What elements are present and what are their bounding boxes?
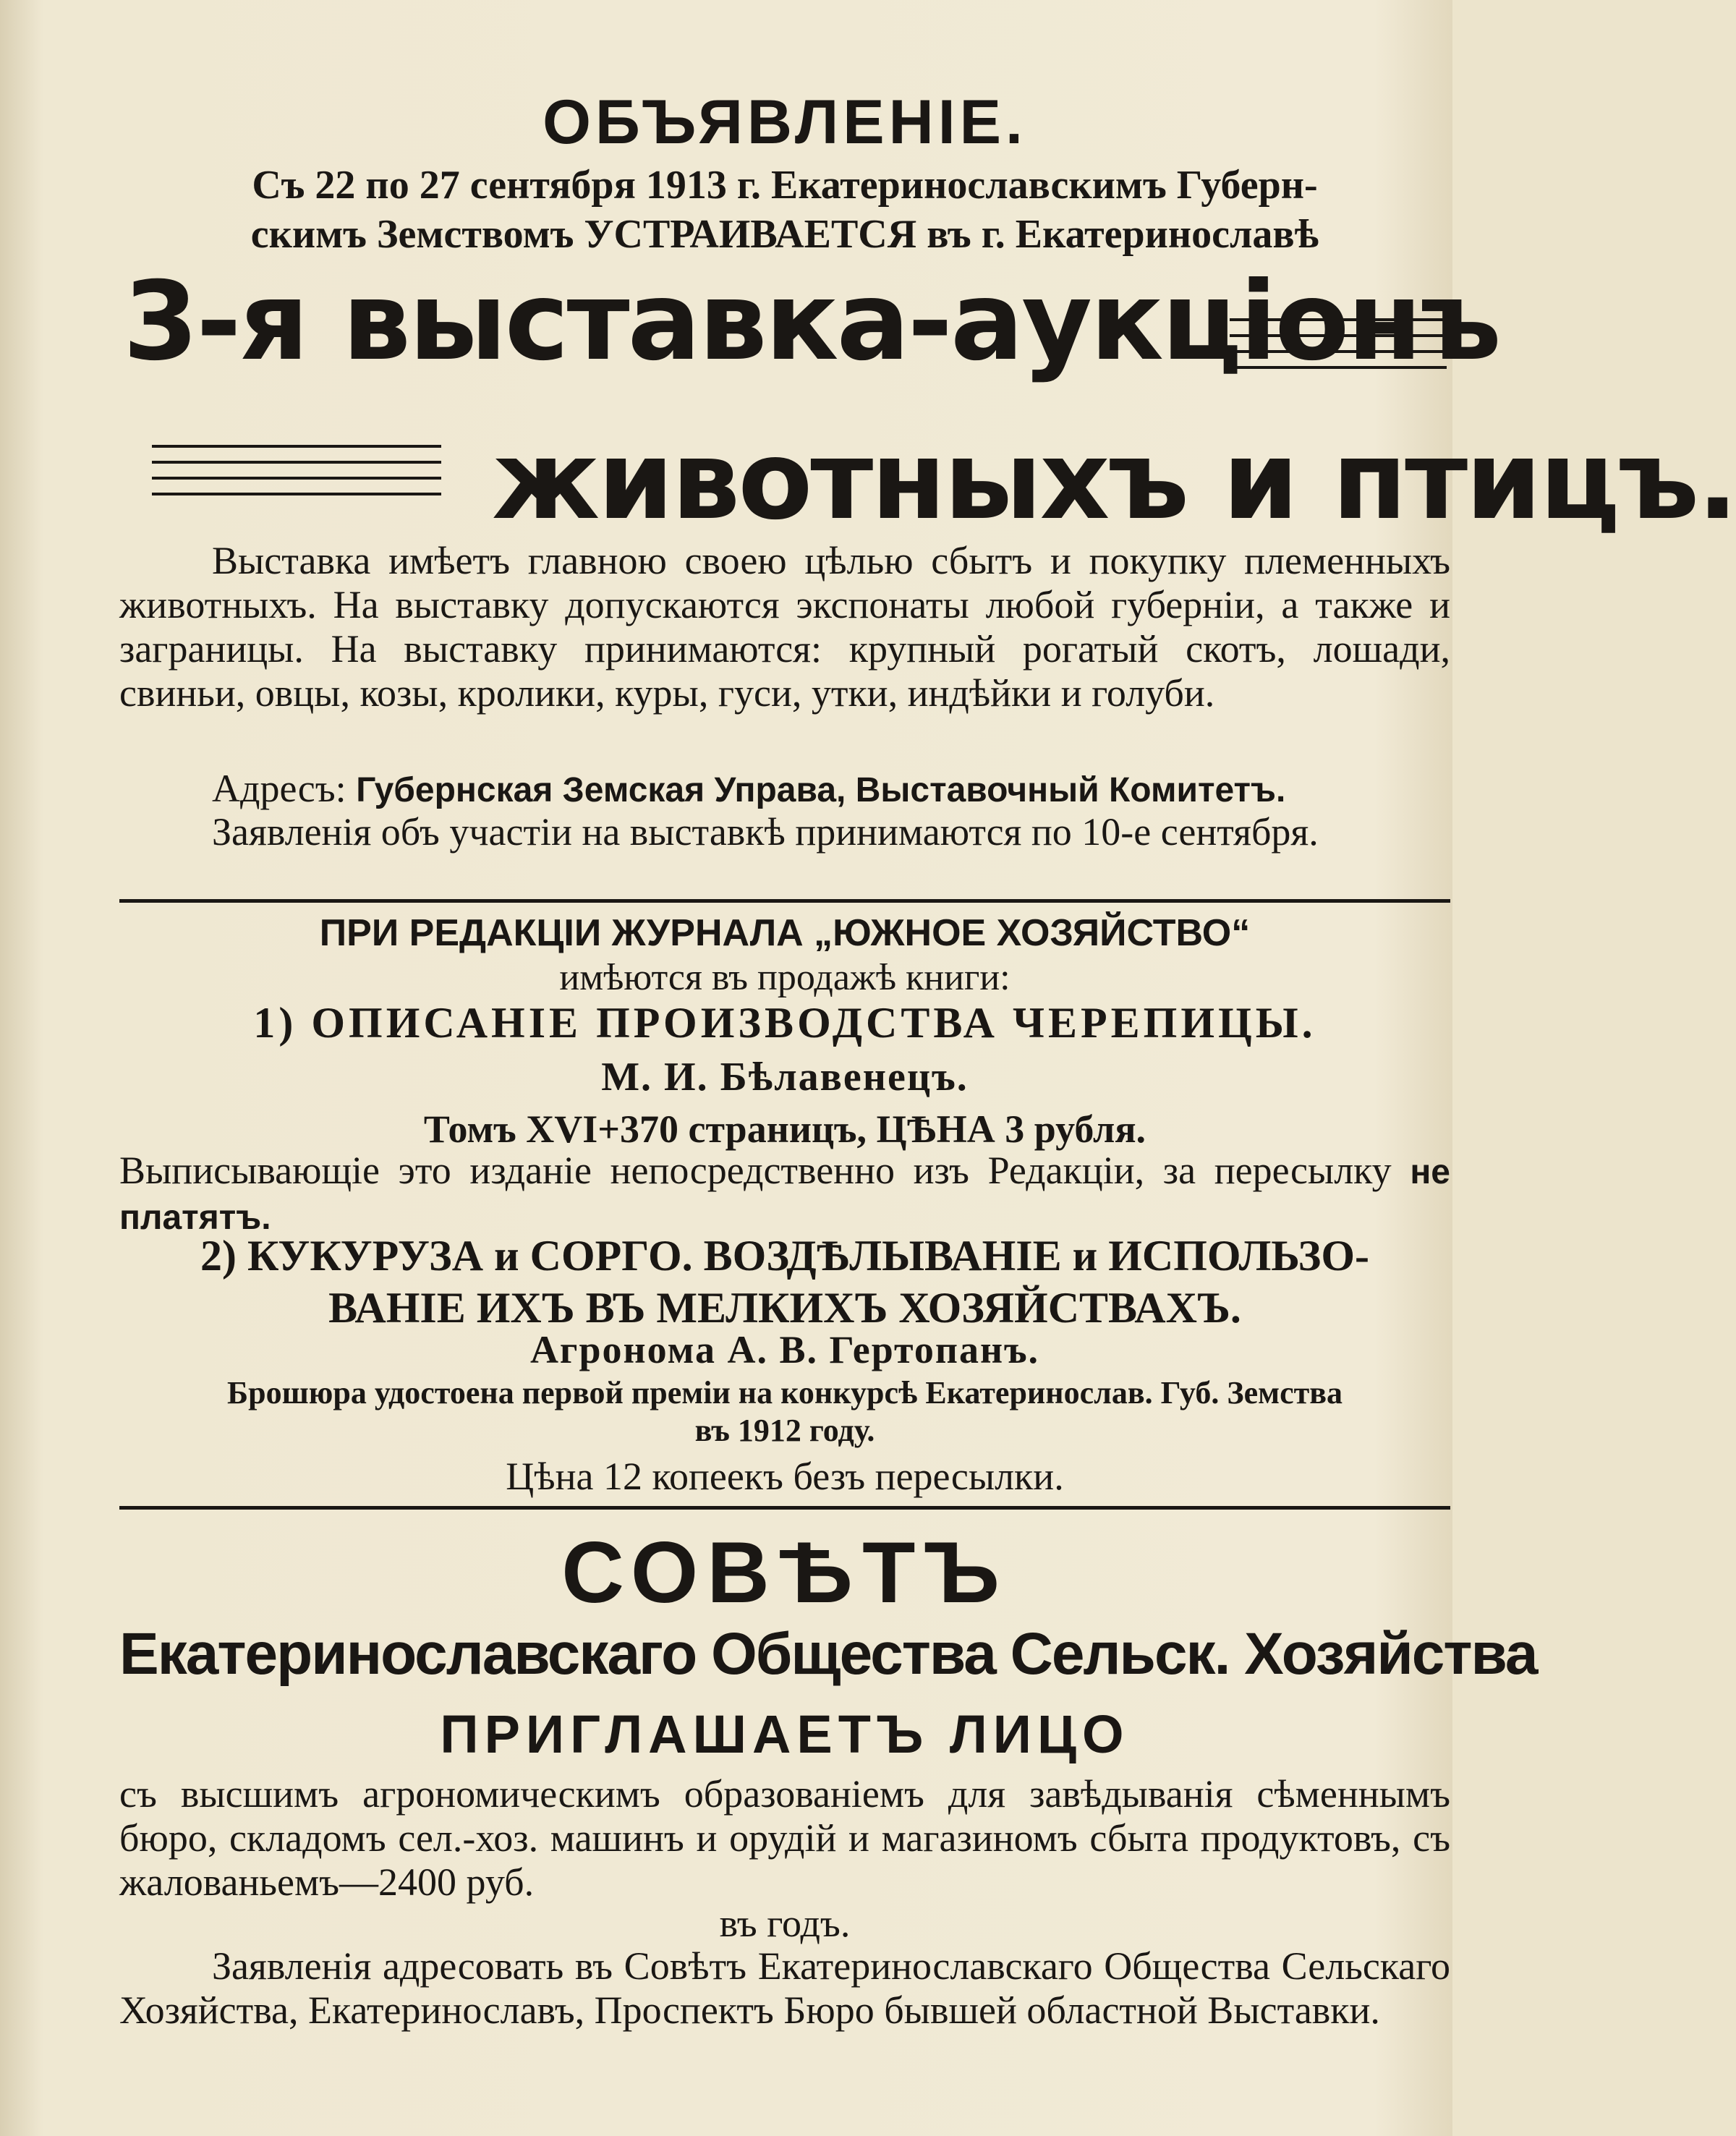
divider-2 [119, 1506, 1450, 1510]
ad3-organization: Екатеринославскаго Общества Сельск. Хозяйства [119, 1621, 1537, 1687]
ad2-heading: ПРИ РЕДАКЦIИ ЖУРНАЛА „ЮЖНОЕ ХОЗЯЙСТВО“ [319, 912, 1251, 954]
ad1-intro-line1: Съ 22 по 27 сентября 1913 г. Екатеринославскимъ Губерн- [252, 163, 1318, 208]
book2-title-line1: 2) КУКУРУЗА и СОРГО. ВОЗДѢЛЫВАНIЕ и ИСПОЛЬЗО- [200, 1232, 1369, 1280]
book1-note-text: Выписывающiе это изданiе непосредственно изъ Редакцiи, за пересылку [119, 1149, 1392, 1192]
book1-author: М. И. Бѣлавенецъ. [601, 1055, 969, 1099]
ad1-big-title-line2: животныхъ и птицъ. [492, 418, 1736, 544]
ad1-address-label: Адресъ: [212, 767, 346, 810]
ad3-body-end: въ годъ. [719, 1902, 851, 1945]
ad1-intro [119, 161, 1450, 259]
ad1-intro-line2: скимъ Земствомъ УСТРАИВАЕТСЯ въ г. Екатеринославѣ [250, 212, 1319, 257]
book1-price: Томъ XVI+370 страницъ, ЦѢНА 3 рубля. [423, 1107, 1146, 1151]
ad3-body: съ высшимъ агрономическимъ образованiемъ для завѣдыванiя сѣменнымъ бюро, складомъ сел.-хоз. машинъ и орудiй и магазиномъ сбыта продуктовъ, съ жалованьемъ—2400 руб. [119, 1772, 1450, 1904]
ad1-big-title-line1: 3-я выставка-аукцiонъ [123, 259, 1499, 385]
book2-title [119, 1230, 1450, 1334]
decorative-lines-left [152, 445, 441, 509]
ad3-heading: СОВѢТЪ [561, 1524, 1008, 1621]
book2-title-line2: ВАНIЕ ИХЪ ВЪ МЕЛКИХЪ ХОЗЯЙСТВАХЪ. [328, 1284, 1241, 1332]
ad1-deadline: Заявленiя объ участiи на выставкѣ принимаются по 10-е сентября. [212, 810, 1319, 854]
book2-note-line2: въ 1912 году. [694, 1413, 875, 1448]
book1-note-bold: не платятъ. [119, 1153, 1450, 1237]
decorative-lines-right [1230, 318, 1447, 382]
ad3-invites: ПРИГЛАШАЕТЪ ЛИЦО [440, 1704, 1130, 1764]
ad1-address [119, 767, 1450, 812]
ad2-subheading: имѣются въ продажѣ книги: [559, 957, 1010, 998]
ad1-body: Выставка имѣетъ главною своею цѣлью сбытъ и покупку племенныхъ животныхъ. На выставку допускаются экспонаты любой губернiи, а также и заграницы. На выставку принимаются: крупный рогатый скотъ, лошади, свиньи, овцы, козы, кролики, куры, гуси, утки, индѣйки и голуби. [119, 539, 1450, 715]
divider-1 [119, 899, 1450, 903]
book2-note-line1: Брошюра удостоена первой премiи на конкурсѣ Екатеринослав. Губ. Земства [227, 1375, 1343, 1410]
book2-author: Агронома А. В. Гертопанъ. [529, 1328, 1040, 1371]
book1-title: 1) ОПИСАНIЕ ПРОИЗВОДСТВА ЧЕРЕПИЦЫ. [253, 999, 1316, 1047]
ad1-address-value: Губернская Земская Управа, Выставочный Комитетъ. [356, 771, 1286, 809]
ad3-apply: Заявленiя адресовать въ Совѣтъ Екатеринославскаго Общества Сельскаго Хозяйства, Екатеринославъ, Проспектъ Бюро бывшей областной Выставки. [119, 1944, 1450, 2032]
book2-note [119, 1374, 1450, 1450]
ad1-heading: ОБЪЯВЛЕНIЕ. [542, 88, 1027, 157]
book2-price: Цѣна 12 копеекъ безъ пересылки. [506, 1455, 1064, 1498]
book1-note [119, 1149, 1450, 1240]
